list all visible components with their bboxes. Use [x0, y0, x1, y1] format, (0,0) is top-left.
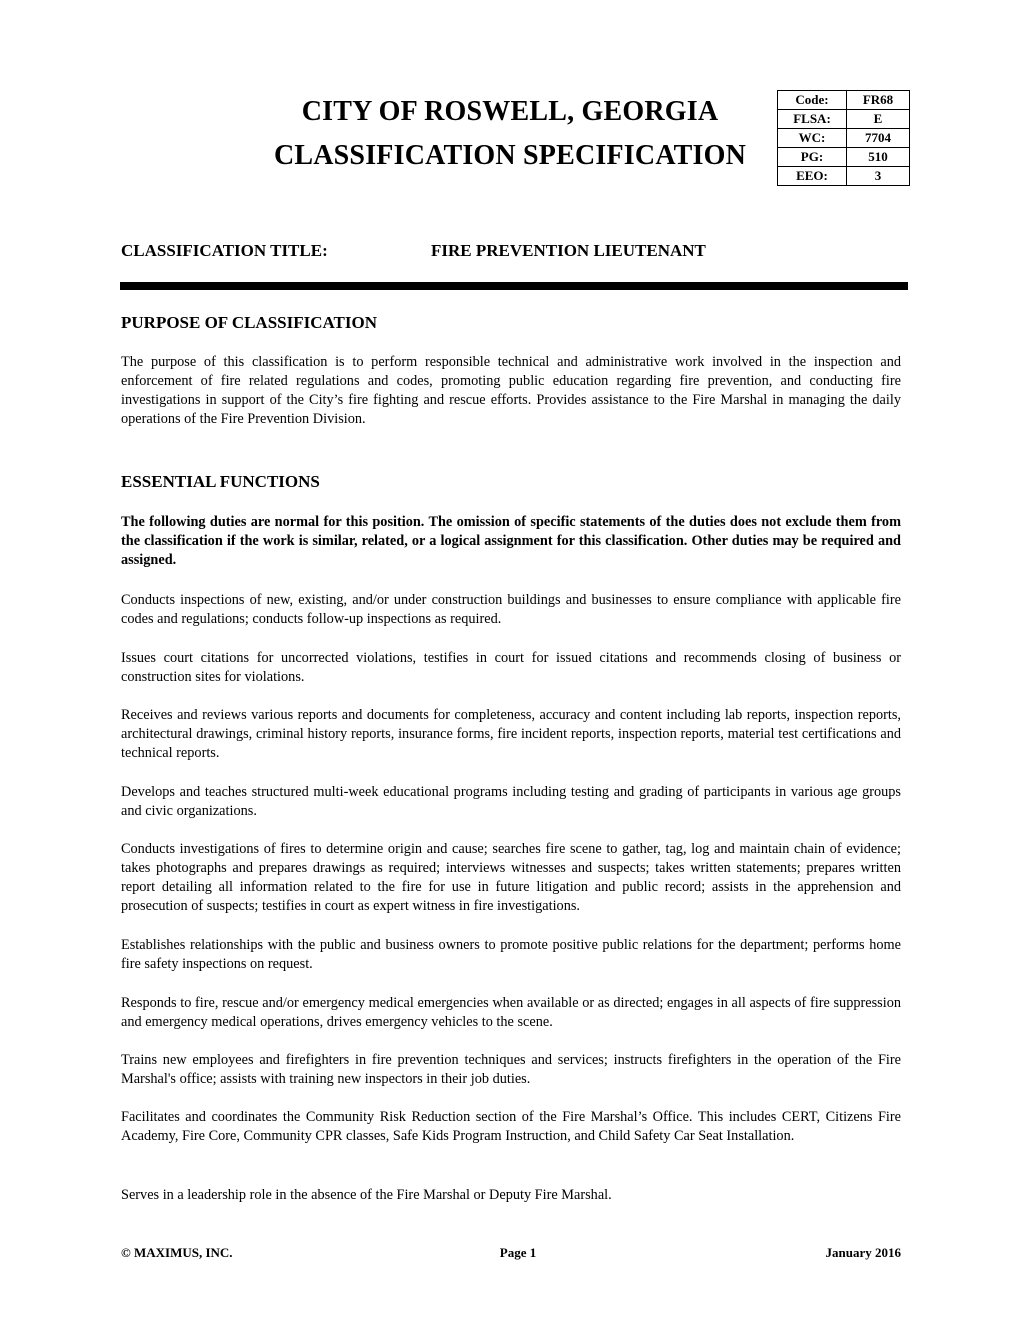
- wc-row: [778, 129, 910, 148]
- document-title-line2: CLASSIFICATION SPECIFICATION: [273, 140, 747, 171]
- footer-date: January 2016: [825, 1245, 901, 1260]
- function-item: Receives and reviews various reports and documents for completeness, accuracy and content including lab reports, inspection reports, architectural drawings, criminal history reports, insurance forms, fire incident reports, inspection reports, material test certifications and technical reports.: [121, 707, 901, 761]
- code-value: FR68: [847, 91, 910, 110]
- classification-title-value: FIRE PREVENTION LIEUTENANT: [431, 241, 706, 260]
- code-label: Code:: [778, 91, 847, 110]
- function-item: Responds to fire, rescue and/or emergency medical emergencies when available or as directed; engages in all aspects of fire suppression and emergency medical operations, drives emergency vehicles to the scene.: [121, 995, 901, 1030]
- section-divider: [120, 282, 908, 290]
- classification-title-label: CLASSIFICATION TITLE:: [121, 241, 328, 260]
- eeo-label: EEO:: [778, 167, 847, 186]
- flsa-row: [778, 110, 910, 129]
- function-item: Establishes relationships with the public and business owners to promote positive public relations for the department; performs home fire safety inspections on request.: [121, 937, 901, 972]
- pg-value: 510: [847, 148, 910, 167]
- function-item: Facilitates and coordinates the Community Risk Reduction section of the Fire Marshal’s Office. This includes CERT, Citizens Fire Academy, Fire Core, Community CPR classes, Safe Kids Program Instruction, and Child Safety Car Seat Installation.: [121, 1109, 901, 1144]
- flsa-value: E: [847, 110, 910, 129]
- purpose-paragraph: The purpose of this classification is to perform responsible technical and administrative work involved in the inspection and enforcement of fire related regulations and codes, promoting public education regarding fire prevention, and conducting fire investigations in support of the City’s fire fighting and rescue efforts. Provides assistance to the Fire Marshal in managing the daily operations of the Fire Prevention Division.: [121, 354, 901, 427]
- document-title-line1: CITY OF ROSWELL, GEORGIA: [301, 96, 719, 127]
- function-item: Serves in a leadership role in the absence of the Fire Marshal or Deputy Fire Marshal.: [121, 1187, 612, 1203]
- footer-page-number: Page 1: [499, 1245, 537, 1260]
- pg-row: [778, 148, 910, 167]
- code-table: [777, 90, 910, 186]
- eeo-row: [778, 167, 910, 186]
- function-item: Conducts inspections of new, existing, and/or under construction buildings and businesses to ensure compliance with applicable fire codes and regulations; conducts follow-up inspections as required.: [121, 592, 901, 627]
- essential-functions-heading: ESSENTIAL FUNCTIONS: [121, 472, 320, 491]
- purpose-heading: PURPOSE OF CLASSIFICATION: [121, 313, 377, 332]
- essential-intro-paragraph: The following duties are normal for this position. The omission of specific statements of the duties does not exclude them from the classification if the work is similar, related, or a logical assignment for this classification. Other duties may be required and assigned.: [121, 514, 901, 568]
- wc-value: 7704: [847, 129, 910, 148]
- pg-label: PG:: [778, 148, 847, 167]
- function-item: Trains new employees and firefighters in fire prevention techniques and services; instructs firefighters in the operation of the Fire Marshal's office; assists with training new inspectors in their job duties.: [121, 1052, 901, 1087]
- flsa-label: FLSA:: [778, 110, 847, 129]
- eeo-value: 3: [847, 167, 910, 186]
- function-item: Conducts investigations of fires to determine origin and cause; searches fire scene to gather, tag, log and maintain chain of evidence; takes photographs and prepares drawings as required; interviews witnesses and suspects; takes written statements; prepares written report detailing all information related to the fire for use in future litigation and public record; assists in the apprehension and prosecution of suspects; testifies in court as expert witness in fire investigations.: [121, 841, 901, 914]
- code-row: [778, 91, 910, 110]
- footer-copyright: © MAXIMUS, INC.: [121, 1245, 233, 1260]
- function-item: Develops and teaches structured multi-week educational programs including testing and grading of participants in various age groups and civic organizations.: [121, 784, 901, 819]
- function-item: Issues court citations for uncorrected violations, testifies in court for issued citations and recommends closing of business or construction sites for violations.: [121, 650, 901, 685]
- wc-label: WC:: [778, 129, 847, 148]
